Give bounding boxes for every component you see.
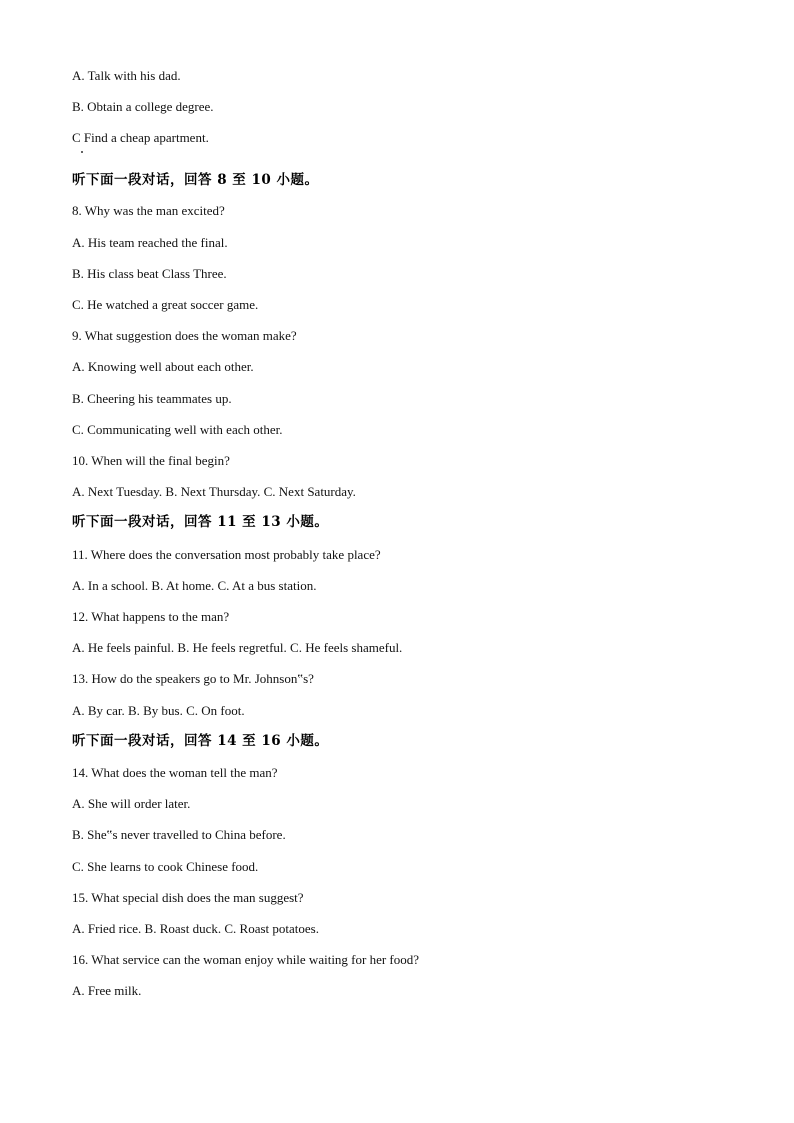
option-14c: C. She learns to cook Chinese food. <box>72 859 259 874</box>
option-14a: A. She will order later. <box>72 796 191 811</box>
option-9c: C. Communicating well with each other. <box>72 422 283 437</box>
section-heading-8-10: 听下面一段对话，回答 8 至 10 小题。 <box>72 172 319 188</box>
question-15: 15. What special dish does the man suggest? <box>72 890 304 905</box>
option-8a: A. His team reached the final. <box>72 235 228 250</box>
option-7c: C Find a cheap apartment. <box>72 130 209 145</box>
options-11: A. In a school. B. At home. C. At a bus station. <box>72 578 317 593</box>
question-11: 11. Where does the conversation most probably take place? <box>72 547 381 562</box>
option-9b: B. Cheering his teammates up. <box>72 391 232 406</box>
option-7a: A. Talk with his dad. <box>72 68 181 83</box>
question-8: 8. Why was the man excited? <box>72 203 225 218</box>
question-14: 14. What does the woman tell the man? <box>72 765 278 780</box>
section-heading-11-13: 听下面一段对话，回答 11 至 13 小题。 <box>72 514 329 530</box>
options-15: A. Fried rice. B. Roast duck. C. Roast potatoes. <box>72 921 319 936</box>
option-8b: B. His class beat Class Three. <box>72 266 227 281</box>
option-9a: A. Knowing well about each other. <box>72 359 254 374</box>
option-7b: B. Obtain a college degree. <box>72 99 214 114</box>
stray-dot <box>81 151 83 153</box>
question-9: 9. What suggestion does the woman make? <box>72 328 297 343</box>
question-12: 12. What happens to the man? <box>72 609 230 624</box>
options-12: A. He feels painful. B. He feels regretful. C. He feels shameful. <box>72 640 403 655</box>
option-16a: A. Free milk. <box>72 983 142 998</box>
question-10: 10. When will the final begin? <box>72 453 230 468</box>
option-14b: B. She‟s never travelled to China before. <box>72 827 286 842</box>
option-8c: C. He watched a great soccer game. <box>72 297 259 312</box>
question-16: 16. What service can the woman enjoy while waiting for her food? <box>72 952 420 967</box>
options-10: A. Next Tuesday. B. Next Thursday. C. Next Saturday. <box>72 484 356 499</box>
section-heading-14-16: 听下面一段对话，回答 14 至 16 小题。 <box>72 733 329 749</box>
question-13: 13. How do the speakers go to Mr. Johnson‟s? <box>72 671 314 686</box>
options-13: A. By car. B. By bus. C. On foot. <box>72 703 245 718</box>
